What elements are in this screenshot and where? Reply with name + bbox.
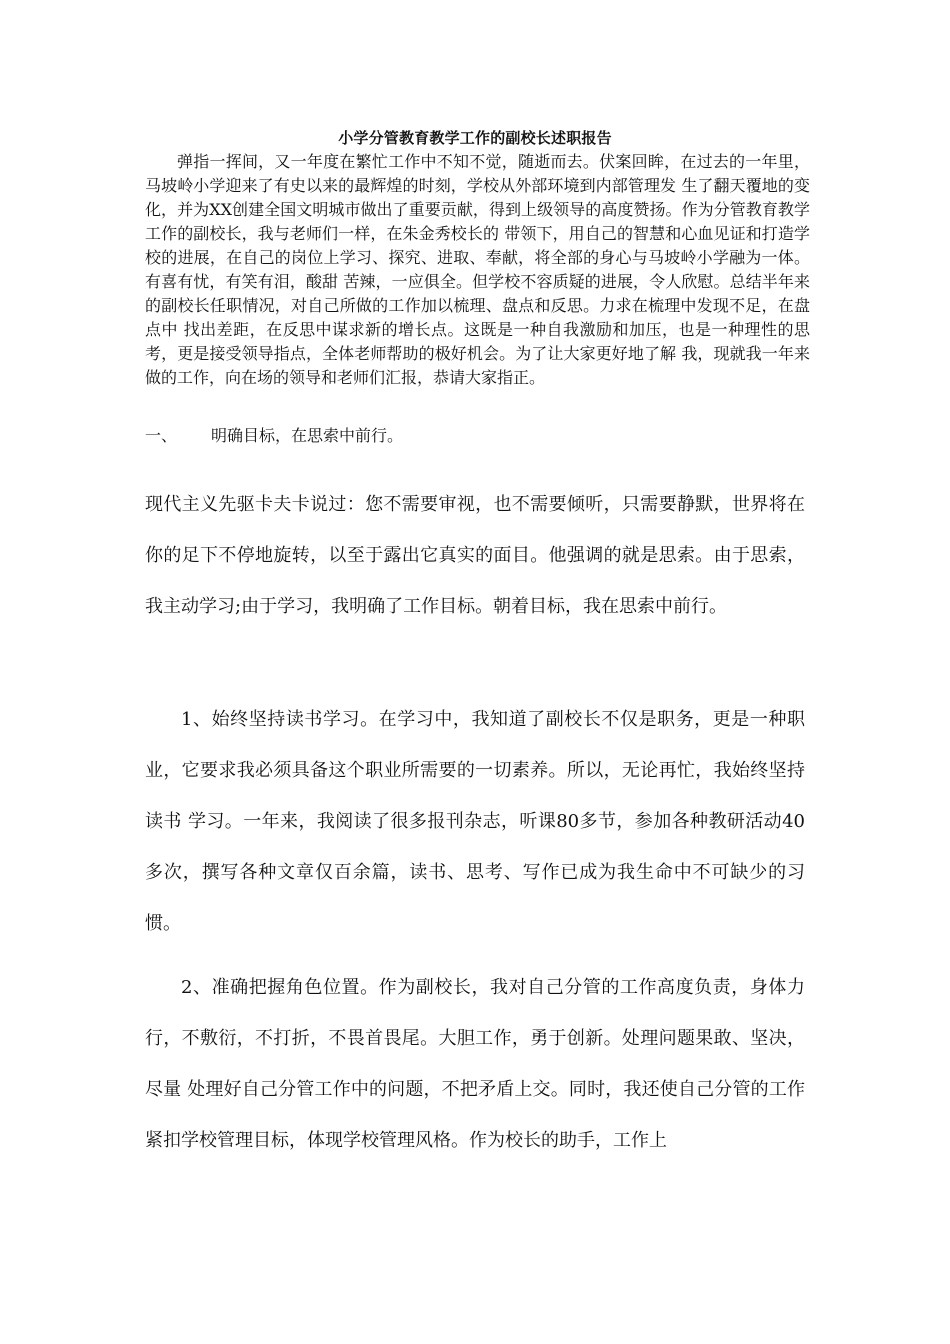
intro-paragraph: 弹指一挥间，又一年度在繁忙工作中不知不觉，随逝而去。伏案回眸，在过去的一年里，马坡岭小学迎来了有史以来的最辉煌的时刻，学校从外部环境到内部管理发 生了翻天覆地的变化，并为XX创建全国文明城市做出了重要贡献，得到上级领导的高度赞扬。作为分管教育教学工作的副校长，我与老师们一样，在朱金秀校长的 带领下，用自己的智慧和心血见证和打造学校的进展，在自己的岗位上学习、探究、进取、奉献，将全部的身心与马坡岭小学融为一体。有喜有忧，有笑有泪，酸甜 苦辣，一应俱全。但学校不容质疑的进展，令人欣慰。总结半年来的副校长任职情况，对自己所做的工作加以梳理、盘点和反思。力求在梳理中发现不足，在盘点中 找出差距，在反思中谋求新的增长点。这既是一种自我激励和加压，也是一种理性的思考，更是接受领导指点，全体老师帮助的极好机会。为了让大家更好地了解 我，现就我一年来做的工作，向在场的领导和老师们汇报，恭请大家指正。 xyxy=(145,152,810,387)
item-2-paragraph: 2、准确把握角色位置。作为副校长，我对自己分管的工作高度负责，身体力行，不敷衍，不打折，不畏首畏尾。大胆工作，勇于创新。处理问题果敢、坚决，尽量 处理好自己分管工作中的问题，不把矛盾上交。同时，我还使自己分管的工作紧扣学校管理目标，体现学校管理风格。作为校长的助手，工作上 xyxy=(145,977,805,1151)
section-heading xyxy=(145,424,403,448)
item-1-paragraph: 1、始终坚持读书学习。在学习中，我知道了副校长不仅是职务，更是一种职业，它要求我必须具备这个职业所需要的一切素养。所以，无论再忙，我始终坚持读书 学习。一年来，我阅读了很多报刊杂志，听课80多节，参加各种教研活动40多次，撰写各种文章仅百余篇，读书、思考、写作已成为我生命中不可缺少的习惯。 xyxy=(145,709,805,934)
quote-paragraph: 现代主义先驱卡夫卡说过：您不需要审视，也不需要倾听，只需要静默，世界将在你的足下不停地旋转，以至于露出它真实的面目。他强调的就是思索。由于思索，我主动学习;由于学习，我明确了工作目标。朝着目标，我在思索中前行。 xyxy=(145,494,805,617)
section-heading-text: 明确目标，在思索中前行。 xyxy=(211,426,404,445)
section-number: 一、 xyxy=(145,426,178,445)
document-title: 小学分管教育教学工作的副校长述职报告 xyxy=(338,129,612,147)
